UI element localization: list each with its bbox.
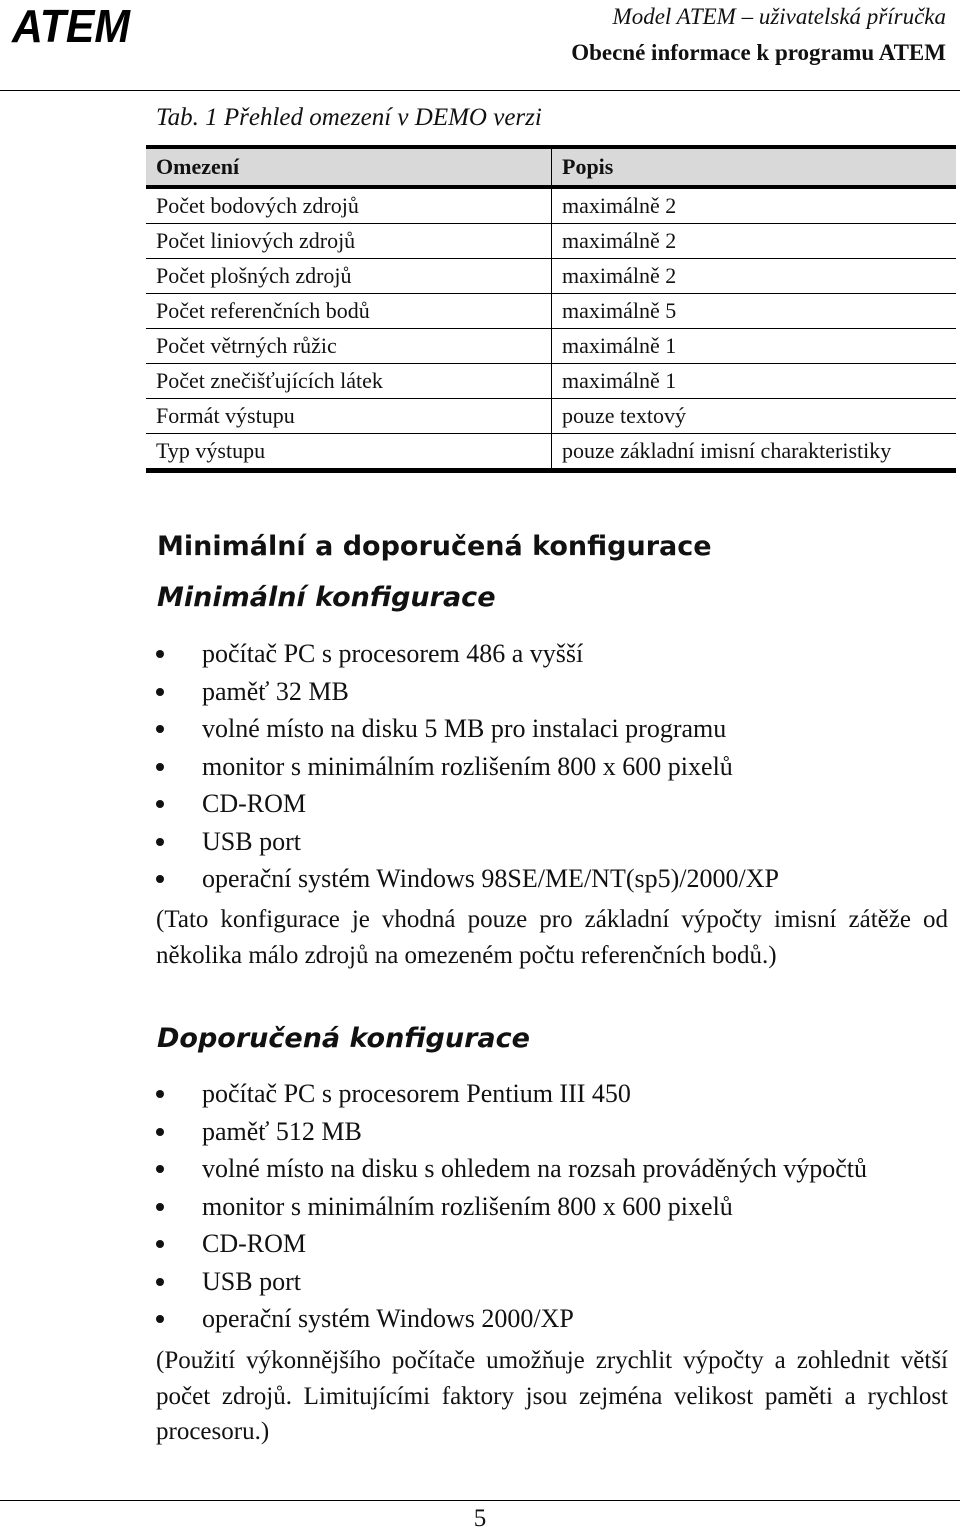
table-row [146,294,956,329]
list-item: paměť 512 MB [156,1113,867,1151]
atem-logo [10,2,132,48]
bullet-icon [156,875,164,883]
minimal-config-note: (Tato konfigurace je vhodná pouze pro základní výpočty imisní zátěže od několika málo zdrojů na omezeném počtu referenčních bodů.) [156,906,948,969]
bullet-icon [156,1165,164,1173]
list-item: monitor s minimálním rozlišením 800 x 600 pixelů [156,1188,867,1226]
list-item: USB port [156,823,779,861]
table-cell: Typ výstupu [146,434,552,471]
table-cell: Počet liniových zdrojů [146,224,552,259]
list-item: počítač PC s procesorem 486 a vyšší [156,635,779,673]
column-header-limit: Omezení [146,147,552,187]
list-item: USB port [156,1263,867,1301]
footer-divider [0,1500,960,1501]
bullet-icon [156,1128,164,1136]
list-item: operační systém Windows 98SE/ME/NT(sp5)/2000/XP [156,860,779,898]
table-row [146,399,956,434]
table-cell: maximálně 5 [552,294,957,329]
list-item: volné místo na disku 5 MB pro instalaci programu [156,710,779,748]
demo-limits-table [146,145,956,473]
bullet-icon [156,838,164,846]
table-cell: maximálně 2 [552,187,957,224]
bullet-icon [156,763,164,771]
table-cell: pouze základní imisní charakteristiky [552,434,957,471]
bullet-icon [156,650,164,658]
page-number: 5 [473,1505,487,1532]
bullet-icon [156,1315,164,1323]
bullet-icon [156,688,164,696]
list-item: CD-ROM [156,1225,867,1263]
list-item: monitor s minimálním rozlišením 800 x 600 pixelů [156,748,779,786]
recommended-config-list [156,1075,867,1338]
table-cell: maximálně 2 [552,259,957,294]
bullet-icon [156,1240,164,1248]
table-row [146,434,956,471]
table-cell: Počet plošných zdrojů [146,259,552,294]
table-cell: pouze textový [552,399,957,434]
table-row [146,224,956,259]
table-cell: maximálně 1 [552,329,957,364]
column-header-description: Popis [552,147,957,187]
table-cell: Počet referenčních bodů [146,294,552,329]
list-item: operační systém Windows 2000/XP [156,1300,867,1338]
table-row [146,187,956,224]
table-header-row [146,147,956,187]
list-item: volné místo na disku s ohledem na rozsah prováděných výpočtů [156,1150,867,1188]
header-divider [0,90,960,91]
table-cell: Formát výstupu [146,399,552,434]
manual-subtitle: Model ATEM – uživatelská příručka [612,4,946,29]
minimal-config-list [156,635,779,898]
table-cell: Počet bodových zdrojů [146,187,552,224]
config-heading: Minimální a doporučená konfigurace [157,531,712,562]
table-cell: Počet větrných růžic [146,329,552,364]
recommended-config-heading: Doporučená konfigurace [157,1023,530,1054]
bullet-icon [156,1203,164,1211]
bullet-icon [156,1278,164,1286]
bullet-icon [156,800,164,808]
recommended-config-note: (Použití výkonnějšího počítače umožňuje zrychlit výpočty a zohlednit větší počet zdrojů. Limitujícími faktory jsou zejména velikost paměti a rychlost procesoru.) [156,1347,948,1445]
svg-text:ATEM: ATEM [11,2,132,48]
list-item: počítač PC s procesorem Pentium III 450 [156,1075,867,1113]
table-row [146,329,956,364]
section-title: Obecné informace k programu ATEM [571,40,946,65]
table-cell: maximálně 1 [552,364,957,399]
list-item: CD-ROM [156,785,779,823]
table-row [146,364,956,399]
bullet-icon [156,1090,164,1098]
bullet-icon [156,725,164,733]
table-caption: Tab. 1 Přehled omezení v DEMO verzi [156,104,542,131]
list-item: paměť 32 MB [156,673,779,711]
table-row [146,259,956,294]
table-cell: maximálně 2 [552,224,957,259]
table-cell: Počet znečišťujících látek [146,364,552,399]
minimal-config-heading: Minimální konfigurace [157,582,496,613]
